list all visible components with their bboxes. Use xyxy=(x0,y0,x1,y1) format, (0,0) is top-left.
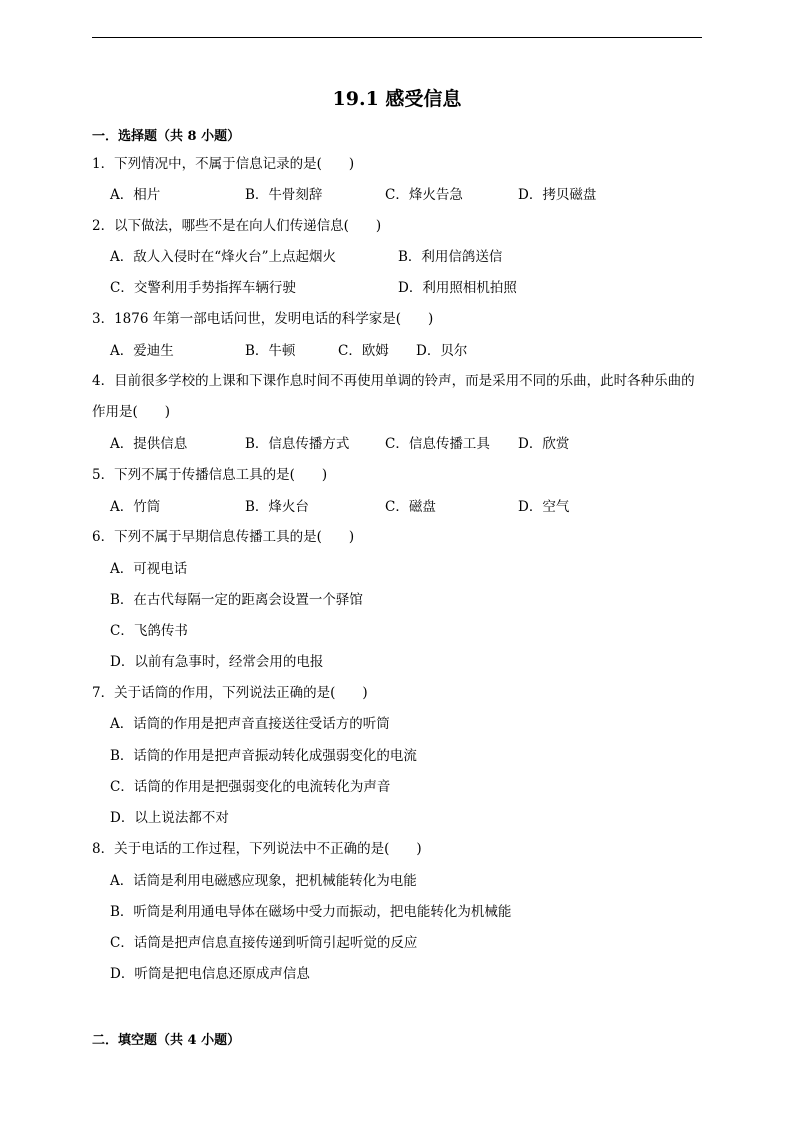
question-7-option-d: D．以上说法都不对 xyxy=(110,810,229,826)
question-3-option-d: D．贝尔 xyxy=(416,343,468,359)
question-2-option-b: B．利用信鸽送信 xyxy=(398,249,503,265)
question-6-option-c: C．飞鸽传书 xyxy=(110,623,188,639)
question-1-option-b: B．牛骨刻辞 xyxy=(245,187,323,203)
question-2-option-c: C．交警利用手势指挥车辆行驶 xyxy=(110,280,296,296)
question-8-option-d: D．听筒是把电信息还原成声信息 xyxy=(110,966,310,982)
question-8-option-a: A．话筒是利用电磁感应现象，把机械能转化为电能 xyxy=(110,873,417,889)
question-4-option-c: C．信息传播工具 xyxy=(385,436,490,452)
question-2-stem: 2．以下做法，哪些不是在向人们传递信息( ) xyxy=(92,218,382,234)
question-5-option-a: A．竹筒 xyxy=(110,499,161,515)
question-4-option-d: D．欣赏 xyxy=(518,436,570,452)
question-6-stem: 6．下列不属于早期信息传播工具的是( ) xyxy=(92,529,355,545)
question-6-option-b: B．在古代每隔一定的距离会设置一个驿馆 xyxy=(110,592,363,608)
question-3-option-b: B．牛顿 xyxy=(245,343,296,359)
question-7-option-c: C．话筒的作用是把强弱变化的电流转化为声音 xyxy=(110,779,391,795)
question-7-stem: 7．关于话筒的作用，下列说法正确的是( ) xyxy=(92,685,368,701)
question-1-option-c: C．烽火告急 xyxy=(385,187,463,203)
question-6-option-d: D．以前有急事时，经常会用的电报 xyxy=(110,654,324,670)
question-3-option-a: A．爱迪生 xyxy=(110,343,174,359)
question-4-stem: 4．目前很多学校的上课和下课作息时间不再使用单调的铃声，而是采用不同的乐曲，此时各种乐曲的作用是( ) xyxy=(92,373,695,420)
question-7-option-a: A．话筒的作用是把声音直接送往受话方的听筒 xyxy=(110,716,390,732)
question-8-option-b: B．听筒是利用通电导体在磁场中受力而振动，把电能转化为机械能 xyxy=(110,904,512,920)
question-5-option-d: D．空气 xyxy=(518,499,570,515)
question-8-option-c: C．话筒是把声信息直接传递到听筒引起听觉的反应 xyxy=(110,935,418,951)
header-rule xyxy=(92,37,702,38)
question-3-option-c: C．欧姆 xyxy=(338,343,389,359)
question-5-option-c: C．磁盘 xyxy=(385,499,436,515)
question-5-option-b: B．烽火台 xyxy=(245,499,309,515)
question-2-option-d: D．利用照相机拍照 xyxy=(398,280,517,296)
section-heading-choice: 一．选择题（共 8 小题） xyxy=(92,129,241,144)
question-1-option-a: A．相片 xyxy=(110,187,161,203)
question-3-stem: 3．1876 年第一部电话问世，发明电话的科学家是( ) xyxy=(92,311,434,327)
question-5-stem: 5．下列不属于传播信息工具的是( ) xyxy=(92,467,328,483)
question-2-option-a: A．敌人入侵时在“烽火台”上点起烟火 xyxy=(110,249,337,265)
question-4-option-b: B．信息传播方式 xyxy=(245,436,350,452)
question-6-option-a: A．可视电话 xyxy=(110,561,188,577)
question-1-stem: 1．下列情况中，不属于信息记录的是( ) xyxy=(92,156,355,172)
section-heading-fill-blank: 二．填空题（共 4 小题） xyxy=(92,1033,241,1048)
page-title: 19.1 感受信息 xyxy=(332,88,462,110)
question-4-option-a: A．提供信息 xyxy=(110,436,188,452)
question-8-stem: 8．关于电话的工作过程，下列说法中不正确的是( ) xyxy=(92,841,422,857)
question-1-option-d: D．拷贝磁盘 xyxy=(518,187,597,203)
question-7-option-b: B．话筒的作用是把声音振动转化成强弱变化的电流 xyxy=(110,748,417,764)
